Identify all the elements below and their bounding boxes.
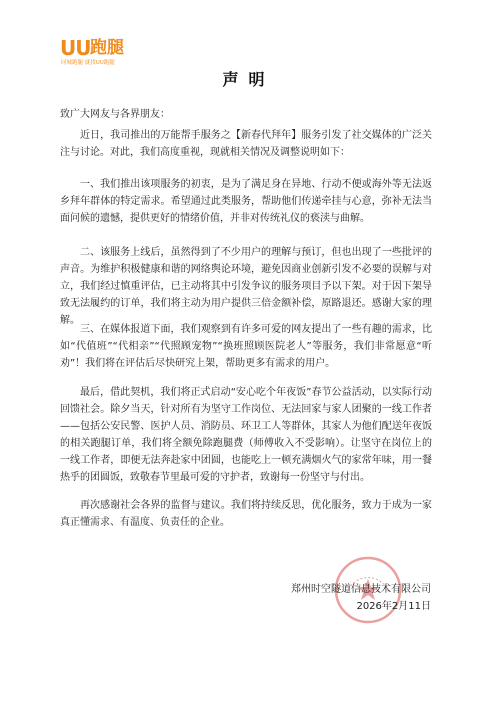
company-logo — [60, 38, 180, 70]
logo-name: 跑腿 — [90, 38, 124, 58]
paragraph-point-3: 三、在媒体报道下面，我们观察到有许多可爱的网友提出了一些有趣的需求，比如“代值班”“代相亲”“代照顾宠物”“换班照顾医院老人”等服务，我们非常愿意“听劝”！我们将在评估后尽快研究上架，帮助更多有需求的用户。 — [60, 324, 432, 369]
signature-company: 郑州时空隧道信息技术有限公司 — [291, 584, 431, 595]
paragraph-point-2: 二、该服务上线后，虽然得到了不少用户的理解与预订，但也出现了一些批评的声音。为维护积极健康和谐的网络舆论环境，避免因商业创新引发不必要的误解与对立，我们经过慎重评估，已主动将其中引发争议的服务项目予以下架。对于因下架导致无法履约的订单，我们将主动为用户提供三倍金额补偿，原路退还。感谢大家的理解。 — [60, 247, 432, 326]
paragraph-point-1: 一、我们推出该项服务的初衷，是为了满足身在异地、行动不便或海外等无法返乡拜年群体的特定需求。希望通过此类服务，帮助他们传递牵挂与心意，弥补无法当面问候的遗憾，提供更好的情绪价值，并非对传统礼仪的亵渎与曲解。 — [60, 179, 432, 224]
logo-mark: UU — [60, 36, 91, 60]
logo-slogan: 同城跑腿 就找UU跑腿 — [61, 60, 115, 66]
salutation: 致广大网友与各界朋友： — [60, 109, 170, 120]
paragraph-intro: 近日，我司推出的万能帮手服务之【新春代拜年】服务引发了社交媒体的广泛关注与讨论。对此，我们高度重视，现就相关情况及调整说明如下： — [60, 130, 432, 158]
paragraph-finally: 最后，借此契机，我们将正式启动“安心吃个年夜饭”春节公益活动，以实际行动回馈社会。除夕当天，针对所有为坚守工作岗位、无法回家与家人团聚的一线工作者——包括公安民警、医护人员、消防员、环卫工人等群体，其家人为他们配送年夜饭的相关跑腿订单，我们将全额免除跑腿费（师傅收入不受影响）。让坚守在岗位上的一线工作者，即便无法奔赴家中团圆，也能吃上一顿充满烟火气的家常年味，用一餐热乎的团圆饭，致敬春节里最可爱的守护者，致谢每一份坚守与付出。 — [60, 387, 432, 483]
signature-date: 2026年2月11日 — [356, 601, 431, 612]
document-title: 声明 — [222, 70, 275, 89]
paragraph-closing: 再次感谢社会各界的监督与建议。我们将持续反思，优化服务，致力于成为一家真正懂需求、有温度、负责任的企业。 — [60, 500, 432, 528]
